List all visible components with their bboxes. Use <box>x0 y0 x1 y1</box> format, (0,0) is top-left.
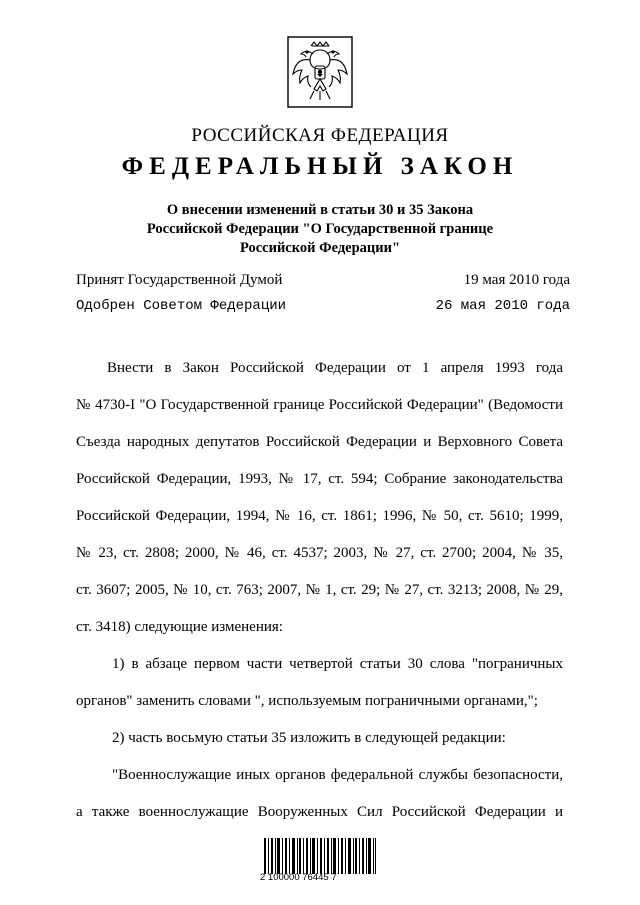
body-line: 1) в абзаце первом части четвертой статьи 30 слова "пограничных <box>112 656 563 672</box>
body-line: Российской Федерации, 1993, № 17, ст. 594; Собрание законодательства <box>76 471 563 487</box>
law-title-line: Российской Федерации "О Государственной границе <box>146 221 494 237</box>
body-line: Съезда народных депутатов Российской Федерации и Верховного Совета <box>76 434 563 450</box>
duma-adoption-date: 19 мая 2010 года <box>463 272 570 288</box>
coat-of-arms-emblem <box>287 36 353 108</box>
body-line: № 23, ст. 2808; 2000, № 46, ст. 4537; 2003, № 27, ст. 2700; 2004, № 35, <box>76 545 563 561</box>
duma-adoption-row <box>76 272 570 289</box>
council-approval-label: Одобрен Советом Федерации <box>76 298 287 314</box>
body-line: "Военнослужащие иных органов федеральной службы безопасности, <box>112 767 563 783</box>
body-line: № 4730-I "О Государственной границе Российской Федерации" (Ведомости <box>76 397 563 413</box>
council-approval-row <box>76 298 570 314</box>
body-line: Внести в Закон Российской Федерации от 1 апреля 1993 года <box>107 360 563 376</box>
body-line: Российской Федерации, 1994, № 16, ст. 1861; 1996, № 50, ст. 5610; 1999, <box>76 508 563 524</box>
council-approval-date: 26 мая 2010 года <box>435 298 570 314</box>
body-line: ст. 3418) следующие изменения: <box>76 619 283 635</box>
barcode-number: 2 100000 76445 7 <box>260 872 337 883</box>
body-line: 2) часть восьмую статьи 35 изложить в следующей редакции: <box>112 730 506 746</box>
law-title-line: Российской Федерации" <box>239 240 401 256</box>
law-title <box>90 201 550 258</box>
law-title-line: О внесении изменений в статьи 30 и 35 Закона <box>166 202 474 218</box>
duma-adoption-label: Принят Государственной Думой <box>76 272 283 288</box>
body-line: органов" заменить словами ", используемым пограничными органами,"; <box>76 693 538 709</box>
document-type-heading: ФЕДЕРАЛЬНЫЙ ЗАКОН <box>121 153 519 180</box>
body-line: а также военнослужащие Вооруженных Сил Российской Федерации и <box>76 804 563 820</box>
body-line: ст. 3607; 2005, № 10, ст. 763; 2007, № 1, ст. 29; № 27, ст. 3213; 2008, № 29, <box>76 582 563 598</box>
country-heading: РОССИЙСКАЯ ФЕДЕРАЦИЯ <box>191 125 449 146</box>
barcode-graphic <box>264 838 376 874</box>
